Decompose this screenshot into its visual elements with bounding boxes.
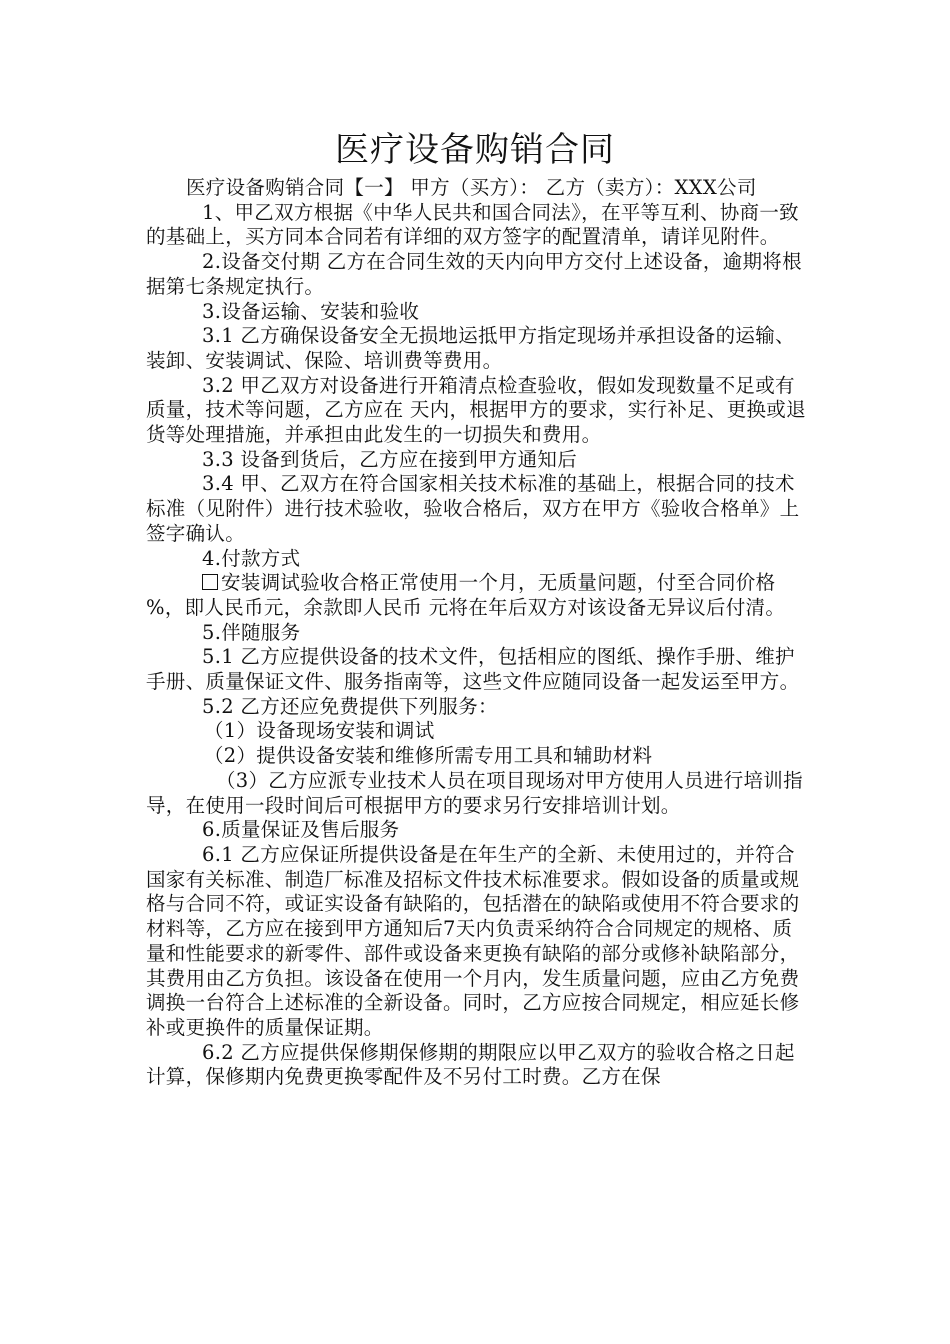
contract-paragraph bbox=[146, 300, 810, 325]
paragraph-text: 3.2 甲乙双方对设备进行开箱清点检查验收，假如发现数量不足或有质量，技术等问题，乙方应在 天内，根据甲方的要求，实行补足、更换或退货等处理措施，并承担由此发生的一切损失和费用。 bbox=[146, 373, 806, 447]
paragraph-text: 安装调试验收合格正常使用一个月，无质量问题，付至合同价格 %，即人民币元，余款即人民币 元将在年后双方对该设备无异议后付清。 bbox=[146, 571, 786, 619]
paragraph-text: 1、甲乙双方根据《中华人民共和国合同法》，在平等互利、协商一致的基础上，买方同本合同若有详细的双方签字的配置清单，请详见附件。 bbox=[146, 200, 799, 249]
contract-paragraph bbox=[146, 571, 810, 620]
contract-paragraph bbox=[146, 176, 810, 201]
contract-paragraph bbox=[146, 843, 810, 1041]
contract-body bbox=[146, 176, 810, 1090]
paragraph-text: 5.伴随服务 bbox=[202, 620, 301, 644]
contract-paragraph bbox=[146, 448, 810, 473]
contract-paragraph bbox=[146, 769, 810, 818]
paragraph-text: （3）乙方应派专业技术人员在项目现场对甲方使用人员进行培训指导，在使用一段时间后可根据甲方的要求另行安排培训计划。 bbox=[146, 768, 803, 817]
paragraph-text: 3.设备运输、安装和验收 bbox=[202, 299, 420, 323]
contract-paragraph bbox=[146, 472, 810, 546]
contract-paragraph bbox=[146, 324, 810, 373]
paragraph-text: 5.2 乙方还应免费提供下列服务： bbox=[202, 694, 498, 718]
document-title: 医疗设备购销合同 bbox=[335, 130, 615, 170]
contract-paragraph bbox=[146, 250, 810, 299]
paragraph-text: 2.设备交付期 乙方在合同生效的天内向甲方交付上述设备，逾期将根据第七条规定执行。 bbox=[146, 250, 802, 298]
paragraph-text: 3.3 设备到货后，乙方应在接到甲方通知后 bbox=[202, 447, 578, 471]
contract-paragraph bbox=[146, 645, 810, 694]
contract-paragraph bbox=[146, 818, 810, 843]
paragraph-text: 6.2 乙方应提供保修期保修期的期限应以甲乙双方的验收合格之日起计算，保修期内免费更换零配件及不另付工时费。乙方在保 bbox=[146, 1040, 795, 1089]
contract-paragraph bbox=[146, 621, 810, 646]
paragraph-text: 5.1 乙方应提供设备的技术文件，包括相应的图纸、操作手册、维护手册、质量保证文件、服务指南等，这些文件应随同设备一起发运至甲方。 bbox=[146, 645, 800, 694]
contract-paragraph bbox=[146, 1041, 810, 1090]
contract-paragraph bbox=[146, 547, 810, 572]
checkbox-icon bbox=[202, 574, 218, 590]
paragraph-text: 6.质量保证及售后服务 bbox=[202, 818, 400, 842]
contract-paragraph bbox=[146, 374, 810, 448]
paragraph-text: 医疗设备购销合同【一】 甲方（买方）： 乙方（卖方）：XXX公司 bbox=[186, 176, 757, 199]
paragraph-text: 3.4 甲、乙双方在符合国家相关技术标准的基础上，根据合同的技术标准（见附件）进行技术验收，验收合格后，双方在甲方《验收合格单》上签字确认。 bbox=[146, 472, 800, 545]
paragraph-text: 3.1 乙方确保设备安全无损地运抵甲方指定现场并承担设备的运输、装卸、安装调试、保险、培训费等费用。 bbox=[146, 324, 795, 372]
paragraph-text: （1）设备现场安装和调试 bbox=[204, 719, 435, 743]
contract-paragraph bbox=[146, 201, 810, 250]
contract-paragraph bbox=[146, 695, 810, 720]
contract-paragraph bbox=[146, 719, 810, 744]
paragraph-text: 6.1 乙方应保证所提供设备是在年生产的全新、未使用过的，并符合国家有关标准、制造厂标准及招标文件技术标准要求。假如设备的质量或规格与合同不符，或证实设备有缺陷的，包括潜在的缺陷或使用不符合要求的材料等，乙方应在接到甲方通知后7天内负责采纳符合合同规定的规格、质量和性能要求的新零件、部件或设备来更换有缺陷的部分或修补缺陷部分，其费用由乙方负担。该设备在使用一个月内，发生质量问题，应由乙方免费调换一台符合上述标准的全新设备。同时，乙方应按合同规定，相应延长修补或更换件的质量保证期。 bbox=[146, 842, 800, 1039]
contract-paragraph bbox=[146, 744, 810, 769]
paragraph-text: （2）提供设备安装和维修所需专用工具和辅助材料 bbox=[204, 744, 653, 768]
paragraph-text: 4.付款方式 bbox=[202, 546, 301, 570]
